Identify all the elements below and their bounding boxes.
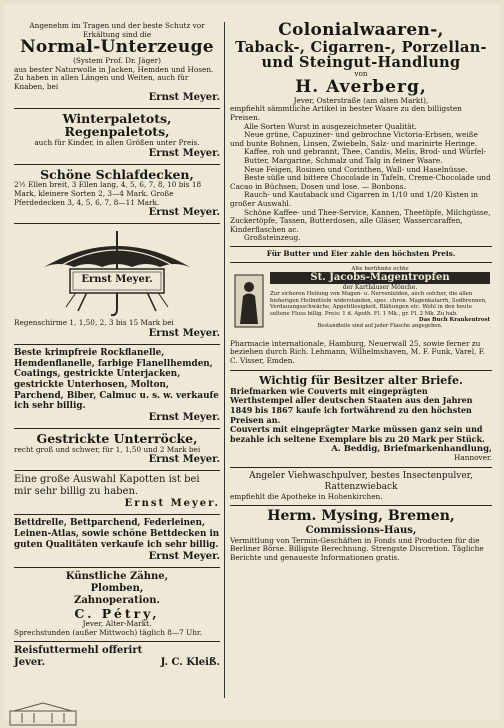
divider — [230, 370, 492, 371]
brief-body-1: Briefmarken wie Couverts mit eingeprägten Werthstempel aller deutschen Staaten aus den Jahren 1849 bis 1867 kaufe ich fortwährend zu den höchsten Preisen an. — [230, 385, 473, 425]
library-stamp-icon — [8, 701, 78, 727]
divider — [14, 164, 220, 165]
herm-subtitle: Commissions-Haus, — [305, 524, 417, 536]
averberg-item: Beste süße und bittere Chocolade in Tafeln, Creme-Chocolade und Cacao in Büchsen, Dosen und lose. — Bonbons. — [230, 173, 491, 191]
left-column — [14, 22, 220, 669]
divider — [14, 344, 220, 345]
averberg-heading-3: und Steingut-Handlung — [261, 54, 461, 72]
averberg-item: Kaffee, roh und gebrannt, Thee, Candis, Melis, Brod- und Würfel- — [244, 147, 487, 157]
ad9-address: Jever, Alter-Markt. — [82, 619, 152, 629]
ad1-intro: Angenehm im Tragen und der beste Schutz vor Erkältung sind die — [29, 21, 205, 39]
averberg-heading-2: Taback-, Cigarren-, Porzellan- — [235, 38, 487, 56]
divider — [230, 262, 492, 263]
divider — [14, 567, 220, 568]
ad3-signature: Ernst Meyer. — [148, 207, 220, 219]
ad8-body: Bettdrelle, Bettparchend, Federleinen, Leinen-Atlas, sowie schöne Bettdecken in guten Qualitäten verkaufe ich sehr billig. — [14, 518, 220, 550]
jacobs-stamp: Das Buch Krankentrost — [418, 316, 490, 323]
ad2-body: auch für Kinder, in allen Größen unter Preis. — [34, 138, 200, 147]
ad1-subtitle: (System Prof. Dr. Jäger) — [73, 56, 161, 66]
divider — [14, 428, 220, 429]
ad8-signature: Ernst Meyer. — [148, 550, 220, 562]
averberg-name: H. Averberg, — [295, 76, 427, 97]
ad2-signature: Ernst Meyer. — [148, 147, 220, 159]
averberg-item: Schöne Kaffee- und Thee-Service, Kannen, Theetöpfe, Milchgüsse, Zuckertöpfe, Tassen, Butterdosen, alle Gläser, Wassercaraffen, Kinderflaschen ac. — [230, 207, 491, 234]
ad4-signature: Ernst Meyer. — [148, 327, 220, 339]
jacobs-top: Alte berühmte echte — [351, 265, 409, 272]
ad9-line3: Zahnoperation. — [74, 594, 160, 606]
ad7-body: Eine große Auswahl Kapotten ist bei mir sehr billig zu haben. — [14, 474, 200, 498]
averberg-item: Großsteinzeug. — [244, 233, 301, 243]
averberg-item: Neue Feigen, Rosinen und Corinthen, Wall- und Haselnüsse. — [244, 164, 468, 174]
ad6-signature: Ernst Meyer. — [148, 454, 220, 466]
angeler-line-2: empfiehlt die Apotheke in Hohenkirchen. — [230, 491, 383, 501]
ad7-signature: Ernst Meyer. — [124, 498, 220, 510]
ad4-body: Regenschirme 1, 1,50, 2, 3 bis 15 Mark bei — [14, 318, 174, 328]
ad3-body: 2½ Ellen breit, 3 Ellen lang, 4, 5, 6, 7, 8, 10 bis 18 Mark, kleinere Sorten 2, 3—4 Mark. Große Pferdedecken 3, 4, 5, 6, 7, 8—11 Mark. — [14, 180, 202, 207]
ad1-body: aus bester Naturwolle in Jacken, Hemden und Hosen. Zu haben in allen Längen und Weiten, auch für Knaben, bei — [14, 64, 214, 91]
divider — [230, 467, 492, 468]
ad9-line2: Plomben, — [90, 582, 144, 594]
ad10-title: Reisfuttermehl offerirt — [14, 644, 143, 656]
ad9-hours: Sprechstunden (außer Mittwoch) täglich 8—7 Uhr. — [14, 627, 202, 637]
herm-body: Vermittlung von Termin-Geschäften in Fonds und Producten für die Berliner Börse. Billigste Berechnung. Strengste Discretion. Tägliche Berichte und genaueste Informationen gratis. — [230, 535, 484, 562]
ad1-signature: Ernst Meyer. — [148, 91, 220, 103]
ad10-signature: J. C. Kleiß. — [160, 656, 220, 668]
jacobs-ad — [230, 266, 492, 340]
divider — [14, 514, 220, 515]
monk-icon — [234, 274, 264, 328]
averberg-item: Rauch- und Kautaback und Cigarren in 1/10 und 1/20 Kisten in großer Auswahl. — [230, 190, 478, 209]
averberg-von: von — [354, 69, 368, 79]
jacobs-subtitle: der Karthäuser Mönche. — [342, 284, 418, 292]
umbrella-illustration — [14, 227, 220, 319]
brief-title: Wichtig für Besitzer alter Briefe. — [259, 373, 463, 387]
averberg-item: Neue grüne, Capuziner- und gebrochne Victoria-Erbsen, weiße und bunte Bohnen, Linsen, Zwiebeln, Salz- und marinirte Heringe. — [230, 130, 478, 148]
butter-notice: Für Butter und Eier zahle den höchsten Preis. — [266, 249, 456, 259]
averberg-address: Jever, Osterstraße (am alten Markt), — [293, 95, 429, 105]
divider — [14, 223, 220, 224]
averberg-item: Alle Sorten Wurst in ausgezeichneter Qualität. — [244, 121, 417, 131]
ad2-title: Winterpaletots, Regenpaletots, — [62, 110, 172, 140]
herm-title: Herm. Mysing, Bremen, — [267, 508, 455, 525]
jacobs-footer: Bestandteile sind auf jeder Flasche angegeben. — [317, 323, 443, 330]
brief-signature: A. Beddig, Briefmarkenhandlung, — [331, 444, 492, 455]
divider — [230, 246, 492, 247]
ad3-title: Schöne Schlafdecken, — [40, 166, 194, 182]
angeler-line-1: Angeler Viehwaschpulver, bestes Insectenpulver, Rattenzwieback — [249, 471, 473, 492]
divider — [14, 108, 220, 109]
right-column — [230, 22, 492, 563]
ad6-body: recht groß und schwer, für 1, 1,50 und 2 Mark bei — [14, 444, 201, 454]
divider — [230, 505, 492, 506]
ad10-footer — [14, 657, 220, 669]
divider — [14, 470, 220, 471]
averberg-heading-1: Colonialwaaren-, — [278, 20, 444, 40]
ad10-place: Jever. — [14, 656, 46, 668]
brief-city: Hannover. — [454, 453, 492, 463]
newspaper-page — [4, 4, 500, 720]
ad9-name: C. Pétry, — [74, 605, 160, 621]
column-divider — [224, 22, 225, 698]
averberg-intro: empfiehlt sämmtliche Artikel in bester Waare zu den billigsten Preisen. — [230, 104, 462, 122]
ad5-body: Beste krimpfreie Rockflanelle, Hemdenflanelle, farbige Flanellhemden, Coatings, gestrickte Unterjacken, gestrickte Unterhosen, Molton, Parchend, Biber, Calmuc u. s. w. verkaufe ich sehr billig. — [14, 347, 219, 412]
jacobs-body: Zur sicheren Heilung von Magen- u. Nervenleiden, auch solcher, die allen bisherigen Heilmitteln widerstanden, spec. chron. Magenkatarrh, Sodbrennen, Verdauungsschwäche, Appetitlosigkeit, Blähungen etc. Wohl in den heute seltene Fluss billig. Preis: 1 d. Apoth. Fl. 1 Mk., gr. Fl. 2 Mk. Zu hab. — [270, 291, 487, 317]
ad6-title: Gestrickte Unterröcke, — [36, 431, 198, 447]
pharmacie-text: Pharmacie internationale, Hamburg, Neuerwall 25, sowie ferner zu beziehen durch Rich. Lehmann, Wilhelmshaven, M. F. Funk, Varel, F. C. Visser, Emden. — [230, 338, 485, 365]
jacobs-title: St. Jacobs-Magentropfen — [270, 272, 490, 284]
averberg-item: Butter, Margarine, Schmalz und Talg in feiner Waare. — [244, 156, 443, 165]
ad5-signature: Ernst Meyer. — [148, 412, 220, 424]
brief-body-2: Couverts mit eingeprägter Marke müssen ganz sein und bezahle ich seltene Exemplare bis zu 20 Mark per Stück. — [230, 424, 485, 444]
umbrella-label: Ernst Meyer. — [81, 274, 153, 286]
umbrella-icon — [14, 227, 220, 319]
ad9-line1: Künstliche Zähne, — [65, 570, 169, 582]
divider — [14, 641, 220, 642]
ad1-title: Normal-Unterzeuge — [20, 37, 214, 58]
